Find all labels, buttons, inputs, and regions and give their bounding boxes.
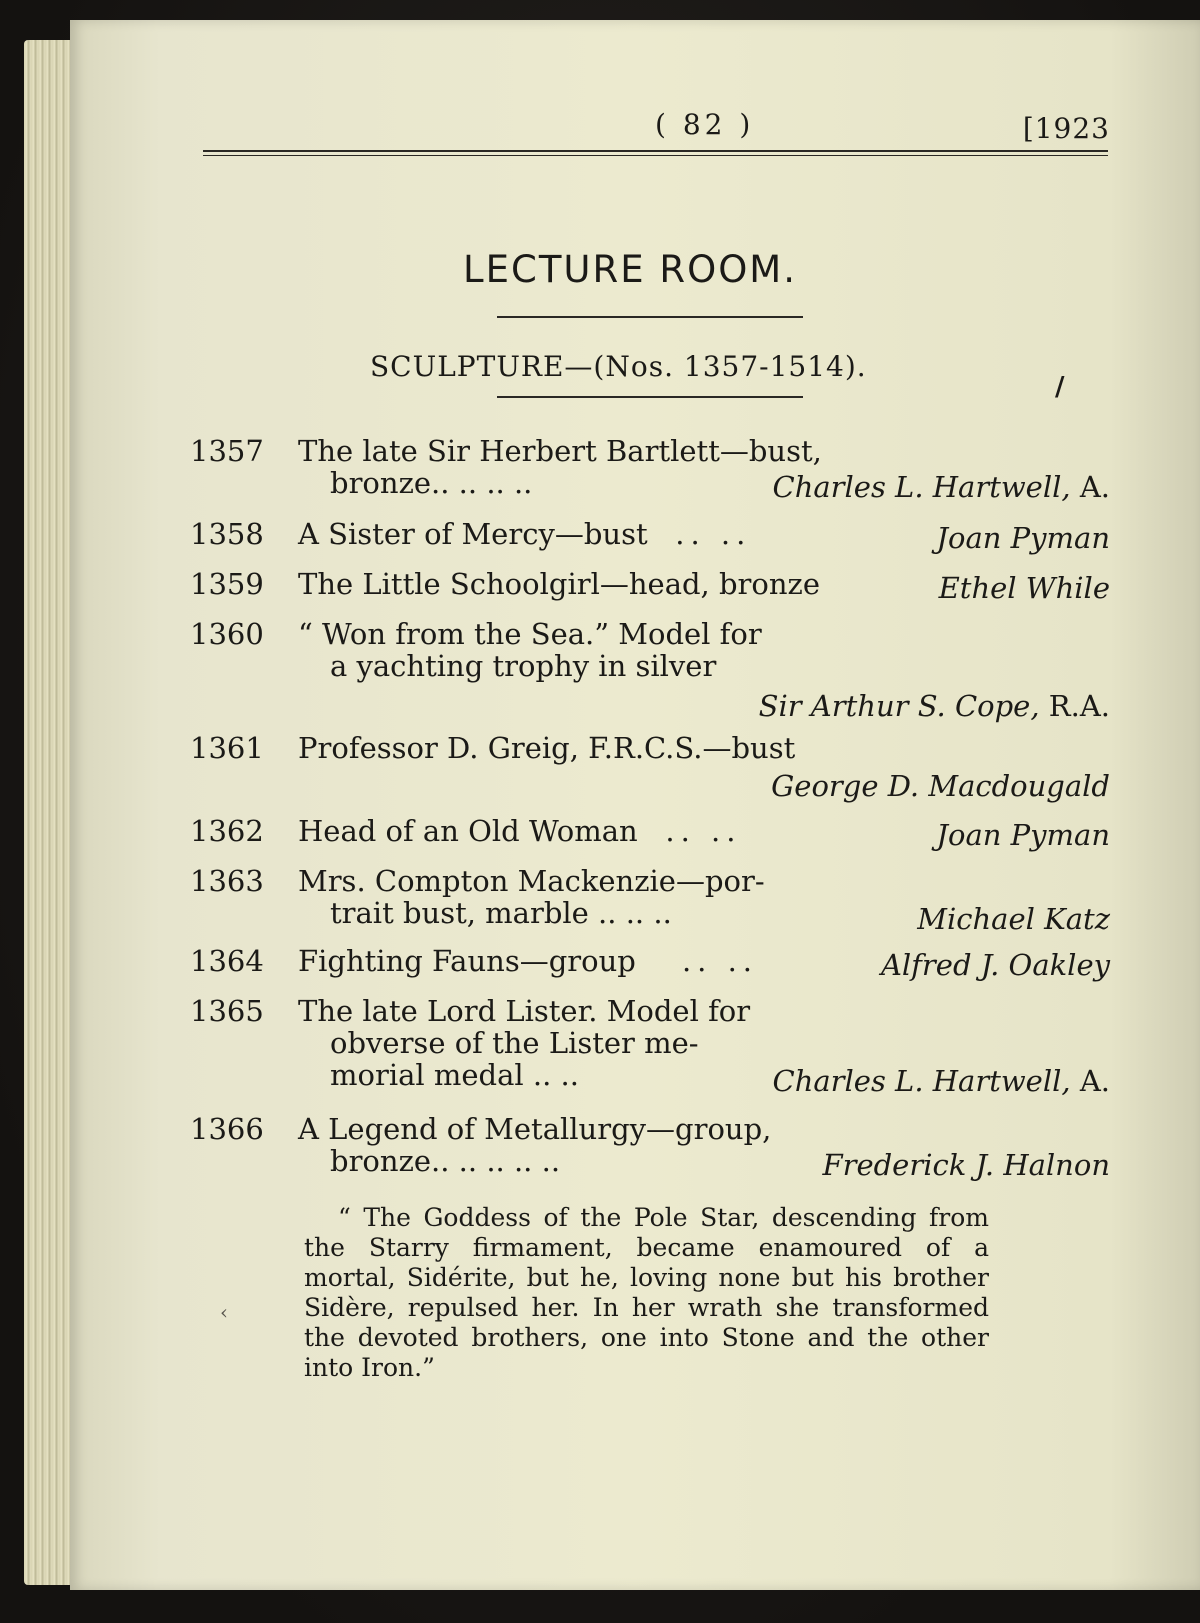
entry-number: 1360 xyxy=(190,617,264,651)
entry-number: 1362 xyxy=(190,814,264,848)
entry-title: A Legend of Metallurgy—group, xyxy=(298,1112,772,1146)
room-title: LECTURE ROOM. xyxy=(463,248,797,291)
margin-pencil-mark: / xyxy=(1055,372,1065,402)
entry-continuation: bronze.. .. .. .. xyxy=(330,466,533,500)
entry-title xyxy=(298,945,838,977)
entry-title: “ Won from the Sea.” Model for xyxy=(298,617,762,651)
entry-artist: Michael Katz xyxy=(917,902,1110,936)
page-number: ( 82 ) xyxy=(655,108,755,141)
entry-title: The late Lord Lister. Model for xyxy=(298,994,751,1028)
leader-dots: .. .. xyxy=(675,517,752,551)
leader-dots: .. .. xyxy=(665,814,742,848)
entry-title xyxy=(298,518,838,550)
entry-artist xyxy=(773,471,1111,503)
entry-number: 1358 xyxy=(190,517,264,551)
entry-artist: Joan Pyman xyxy=(936,818,1110,852)
entry-quotation: “ The Goddess of the Pole Star, descending from the Starry firmament, became enamoured of a mortal, Sidérite, but he, loving none but his brother Sidère, repulsed her. In her wrath she transformed the devoted brothers, one into Stone and the other into Iron.” xyxy=(304,1203,989,1382)
artist-honour: R.A. xyxy=(1048,689,1110,723)
entry-title-text: Head of an Old Woman xyxy=(298,814,638,848)
entry-continuation: trait bust, marble .. .. .. xyxy=(330,896,672,930)
entry-artist: Alfred J. Oakley xyxy=(880,948,1110,982)
artist-name: Charles L. Hartwell, xyxy=(772,470,1071,504)
year-label: [1923 xyxy=(1022,112,1110,145)
artist-honour: A. xyxy=(1079,1064,1110,1098)
entry-title: The late Sir Herbert Bartlett—bust, xyxy=(298,434,822,468)
entry-number: 1365 xyxy=(190,994,264,1028)
entry-artist: George D. Macdougald xyxy=(771,769,1110,803)
margin-pencil-mark: ‹ xyxy=(220,1300,228,1324)
entry-continuation: a yachting trophy in silver xyxy=(330,649,717,683)
page-content xyxy=(70,20,1200,1590)
entry-artist xyxy=(759,690,1110,722)
section-title: SCULPTURE—(Nos. 1357-1514). xyxy=(370,350,867,383)
artist-name: Sir Arthur S. Cope, xyxy=(758,689,1040,723)
entry-title: Professor D. Greig, F.R.C.S.—bust xyxy=(298,731,796,765)
leader-dots: .. .. xyxy=(681,944,759,978)
entry-number: 1364 xyxy=(190,944,264,978)
entry-artist: Joan Pyman xyxy=(936,521,1110,555)
entry-title-text: A Sister of Mercy—bust xyxy=(298,517,648,551)
entry-artist: Ethel While xyxy=(938,571,1110,605)
entry-continuation: bronze.. .. .. .. .. xyxy=(330,1144,561,1178)
entry-artist: Frederick J. Halnon xyxy=(822,1148,1110,1182)
entry-artist xyxy=(773,1065,1111,1097)
entry-continuation: obverse of the Lister me- xyxy=(330,1026,699,1060)
entry-number: 1363 xyxy=(190,864,264,898)
catalogue-page xyxy=(70,20,1200,1590)
entry-title: Mrs. Compton Mackenzie—por- xyxy=(298,864,765,898)
artist-name: Charles L. Hartwell, xyxy=(772,1064,1071,1098)
entry-continuation: morial medal .. .. xyxy=(330,1058,579,1092)
artist-honour: A. xyxy=(1079,470,1110,504)
entry-number: 1366 xyxy=(190,1112,264,1146)
entry-number: 1361 xyxy=(190,731,264,765)
entry-title xyxy=(298,815,838,847)
entry-number: 1357 xyxy=(190,434,264,468)
entry-title: The Little Schoolgirl—head, bronze xyxy=(298,567,820,601)
entry-number: 1359 xyxy=(190,567,264,601)
entry-title-text: Fighting Fauns—group xyxy=(298,944,636,978)
